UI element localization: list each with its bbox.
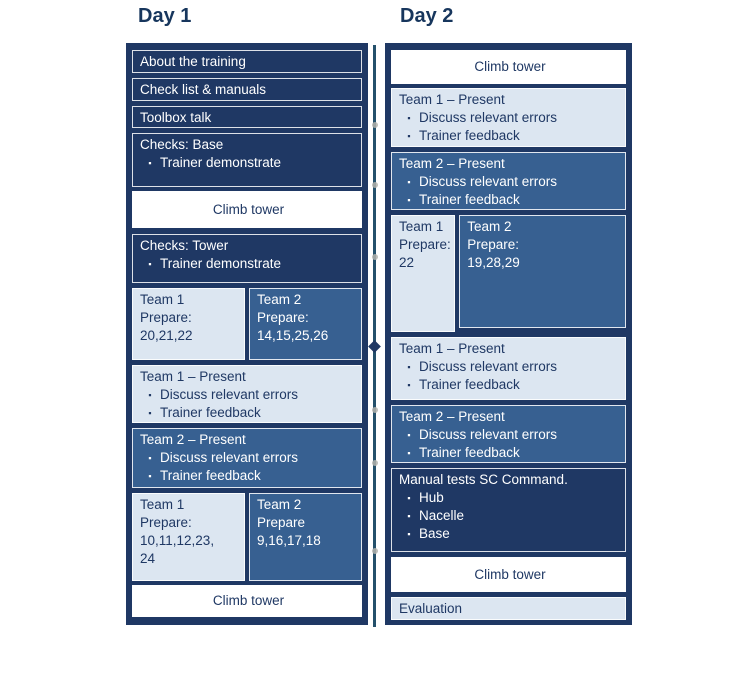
bullet-text: Trainer feedback	[419, 445, 520, 460]
box-title: Team 2 – Present	[399, 409, 505, 424]
bullet-text: Trainer feedback	[419, 128, 520, 143]
climb-tower-box: Climb tower	[132, 191, 362, 228]
bullet-text: Trainer feedback	[160, 405, 261, 420]
team1-prepare-box	[132, 288, 245, 360]
bullet-item	[140, 467, 357, 485]
box-title: Team 1 – Present	[140, 369, 246, 384]
bullet-item	[140, 154, 357, 172]
connector-dot	[372, 182, 378, 188]
square-bullet-icon: ▪	[407, 177, 411, 187]
bullet-item	[399, 173, 621, 191]
bullet-item	[399, 109, 621, 127]
bullet-text: Hub	[419, 490, 444, 505]
bullet-item	[399, 444, 621, 462]
square-bullet-icon: ▪	[407, 511, 411, 521]
box-text-line: 19,28,29	[467, 255, 520, 270]
bullet-text: Trainer demonstrate	[160, 256, 282, 271]
day1-column	[126, 43, 368, 625]
box-text-line: Team 1	[399, 219, 444, 234]
box-text-line: Prepare:	[140, 310, 192, 325]
manual-tests-box	[391, 468, 626, 552]
bullet-text: Trainer feedback	[160, 468, 261, 483]
box-title: Team 2 – Present	[399, 156, 505, 171]
bullet-text: Discuss relevant errors	[419, 110, 558, 125]
square-bullet-icon: ▪	[148, 158, 152, 168]
team2-prepare-box	[249, 493, 362, 581]
evaluation-box	[391, 597, 626, 620]
bullet-item	[140, 449, 357, 467]
square-bullet-icon: ▪	[148, 259, 152, 269]
bullet-item	[399, 507, 621, 525]
box-title: Checks: Tower	[140, 238, 229, 253]
connector-diamond	[368, 340, 381, 353]
bullet-text: Discuss relevant errors	[419, 174, 558, 189]
box-text-line: 24	[140, 551, 156, 566]
box-title: Evaluation	[399, 601, 463, 616]
box-title: Check list & manuals	[140, 82, 267, 97]
connector-dot	[372, 254, 378, 260]
box-title: Team 1 – Present	[399, 92, 505, 107]
square-bullet-icon: ▪	[407, 131, 411, 141]
team-prepare-pair	[132, 493, 362, 581]
day2-title: Day 2	[400, 5, 454, 27]
bullet-item	[399, 376, 621, 394]
climb-tower-box: Climb tower	[391, 557, 626, 592]
team-prepare-pair	[391, 215, 626, 332]
checklist-manuals-box	[132, 78, 362, 101]
bullet-item	[399, 525, 621, 543]
square-bullet-icon: ▪	[148, 471, 152, 481]
box-title: Toolbox talk	[140, 110, 212, 125]
square-bullet-icon: ▪	[407, 430, 411, 440]
bullet-item	[140, 404, 357, 422]
square-bullet-icon: ▪	[407, 493, 411, 503]
team1-present-box	[132, 365, 362, 423]
bullet-text: Discuss relevant errors	[419, 359, 558, 374]
bullet-item	[399, 426, 621, 444]
square-bullet-icon: ▪	[148, 408, 152, 418]
box-text-line: Prepare:	[257, 310, 309, 325]
about-training-box	[132, 50, 362, 73]
box-text-line: Team 1	[140, 292, 185, 307]
checks-base-box	[132, 133, 362, 187]
team2-present-box	[391, 152, 626, 210]
box-text-line: Prepare:	[399, 237, 451, 252]
square-bullet-icon: ▪	[407, 195, 411, 205]
climb-tower-box: Climb tower	[132, 585, 362, 617]
box-title: About the training	[140, 54, 246, 69]
bullet-item	[399, 358, 621, 376]
climb-tower-box: Climb tower	[391, 50, 626, 84]
square-bullet-icon: ▪	[407, 529, 411, 539]
box-text-line: Prepare:	[140, 515, 192, 530]
box-text-line: 9,16,17,18	[257, 533, 321, 548]
square-bullet-icon: ▪	[407, 448, 411, 458]
box-text-line: Team 2	[467, 219, 512, 234]
bullet-text: Discuss relevant errors	[419, 427, 558, 442]
box-text-line: 14,15,25,26	[257, 328, 329, 343]
bullet-item	[399, 191, 621, 209]
bullet-text: Trainer feedback	[419, 192, 520, 207]
box-text-line: 10,11,12,23,	[140, 533, 215, 548]
square-bullet-icon: ▪	[407, 362, 411, 372]
bullet-item	[140, 255, 357, 273]
connector-dot	[372, 548, 378, 554]
bullet-item	[399, 127, 621, 145]
bullet-text: Trainer feedback	[419, 377, 520, 392]
team2-prepare-box	[459, 215, 626, 328]
box-title: Manual tests SC Command.	[399, 472, 568, 487]
box-text-line: 22	[399, 255, 415, 270]
day2-column	[385, 43, 632, 625]
square-bullet-icon: ▪	[407, 113, 411, 123]
team2-present-box	[391, 405, 626, 463]
team2-present-box	[132, 428, 362, 488]
box-text-line: Prepare	[257, 515, 306, 530]
square-bullet-icon: ▪	[407, 380, 411, 390]
toolbox-talk-box	[132, 106, 362, 128]
box-title: Checks: Base	[140, 137, 224, 152]
bullet-item	[399, 489, 621, 507]
team-prepare-pair	[132, 288, 362, 360]
connector-dot	[372, 407, 378, 413]
bullet-text: Base	[419, 526, 450, 541]
square-bullet-icon: ▪	[148, 390, 152, 400]
box-text-line: Prepare:	[467, 237, 520, 252]
team1-prepare-box	[132, 493, 245, 581]
connector-dot	[372, 460, 378, 466]
team1-present-box	[391, 88, 626, 147]
box-text-line: 20,21,22	[140, 328, 193, 343]
bullet-item	[140, 386, 357, 404]
box-text-line: Team 1	[140, 497, 185, 512]
checks-tower-box	[132, 234, 362, 283]
box-text-line: Team 2	[257, 497, 302, 512]
team1-prepare-box	[391, 215, 455, 332]
day1-title: Day 1	[138, 5, 192, 27]
bullet-text: Discuss relevant errors	[160, 450, 299, 465]
box-title: Team 1 – Present	[399, 341, 505, 356]
bullet-text: Nacelle	[419, 508, 465, 523]
team1-present-box	[391, 337, 626, 400]
box-title: Team 2 – Present	[140, 432, 246, 447]
bullet-text: Trainer demonstrate	[160, 155, 282, 170]
team2-prepare-box	[249, 288, 362, 360]
connector-dot	[372, 122, 378, 128]
square-bullet-icon: ▪	[148, 453, 152, 463]
box-text-line: Team 2	[257, 292, 302, 307]
bullet-text: Discuss relevant errors	[160, 387, 299, 402]
timeline-divider-line	[373, 45, 376, 627]
